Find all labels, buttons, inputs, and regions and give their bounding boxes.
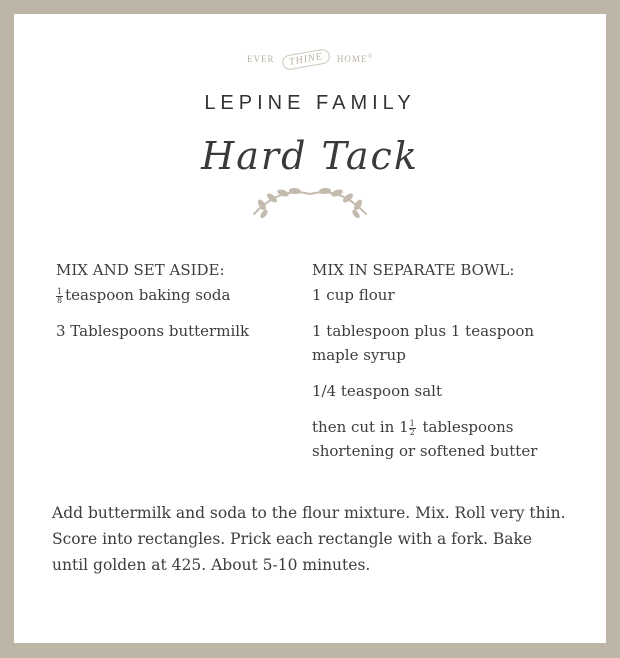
logo-middle-text: THINE xyxy=(281,48,331,71)
logo-registered-mark: ® xyxy=(367,54,373,60)
right-column-heading: MIX IN SEPARATE BOWL: xyxy=(312,261,515,279)
ingredient-buttermilk: 3 Tablespoons buttermilk xyxy=(56,322,250,340)
brand-logo xyxy=(14,52,606,67)
ingredient-baking-soda xyxy=(56,283,306,307)
ingredient-shortening: then cut in 1 $\frac{1}{2}$ tablespoons shortening or softened butter xyxy=(312,418,538,460)
ingredient-text: teaspoon baking soda xyxy=(65,286,231,304)
leaf-sprig-icon xyxy=(250,180,370,220)
mix-in-separate-bowl-column xyxy=(312,258,592,475)
left-column-heading: MIX AND SET ASIDE: xyxy=(56,261,225,279)
fraction-one-half: $\frac{1}{2}$ xyxy=(409,418,415,437)
fraction-one-eighth: $\frac{1}{8}$ xyxy=(57,286,63,305)
ingredient-flour: 1 cup flour xyxy=(312,286,395,304)
recipe-title: LEPINE FAMILY xyxy=(204,92,416,114)
mix-and-set-aside-column xyxy=(56,258,306,355)
logo-right-text: HOME xyxy=(336,54,368,64)
recipe-card xyxy=(14,14,606,643)
recipe-instructions: Add buttermilk and soda to the flour mixture. Mix. Roll very thin. Score into rectangles. Prick each rectangle with a fork. Bake until golden at 425. About 5-10 minutes. xyxy=(52,504,566,574)
ingredient-salt: 1/4 teaspoon salt xyxy=(312,382,443,400)
logo-left-text: EVER xyxy=(247,54,275,64)
ingredient-maple-syrup: 1 tablespoon plus 1 teaspoon maple syrup xyxy=(312,322,535,364)
recipe-subtitle: Hard Tack xyxy=(201,134,419,178)
